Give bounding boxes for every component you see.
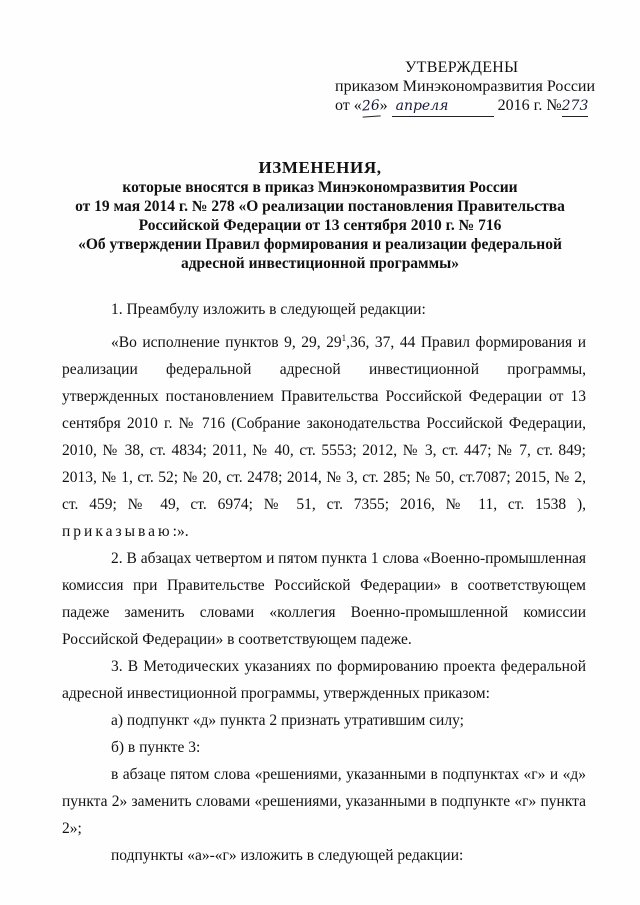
approval-stamp <box>335 58 595 117</box>
approval-title: УТВЕРЖДЕНЫ <box>405 59 519 76</box>
preamble-text-end: :». <box>172 523 189 540</box>
handwritten-day: 26 <box>361 96 380 117</box>
paragraph-preamble-text <box>62 329 586 545</box>
approval-date-line <box>335 96 595 117</box>
heading-title: ИЗМЕНЕНИЯ, <box>258 158 382 177</box>
handwritten-month: апреля <box>392 97 494 117</box>
preamble-text-main: ,36, 37, 44 Правил формирования и реализации федеральной адресной инвестиционной программы, утвержденных постановлением Правительства Российской Федерации от 13 сентября 2010 г. № 716 (Собрание законодательства Российской Федерации, 2010, № 38, ст. 4834; 2011, № 40, ст. 5553; 2012, № 3, ст. 447; № 7, ст. 849; 2013, № 1, ст. 52; № 20, ст. 2478; 2014, № 3, ст. 285; № 50, ст.7087; 2015, № 2, ст. 459; № 49, ст. 6974; № 51, ст. 7355; 2016, № 11, ст. 1538 ), <box>62 334 586 513</box>
preamble-order-word: приказываю <box>62 523 173 540</box>
superscript-1: 1 <box>341 332 347 343</box>
preamble-text-start: «Во исполнение пунктов 9, 29, 29 <box>111 334 342 351</box>
approval-from-prefix: от « <box>335 97 362 114</box>
paragraph-subitem-b: б) в пункте 3: <box>111 739 201 756</box>
approval-year: 2016 г. № <box>497 97 562 114</box>
paragraph-item-2: 2. В абзацах четвертом и пятом пункта 1 слова «Военно-промышленная комиссия при Правительстве Российской Федерации» в соответствующем падеже заменить словами «коллегия Военно-промышленной комиссии Российской Федерации» в соответствующем падеже. <box>62 550 586 648</box>
paragraph-preamble-intro: 1. Преамбулу изложить в следующей редакции: <box>111 301 426 318</box>
heading-line: Российской Федерации от 13 сентября 2010 г. № 716 <box>138 217 502 234</box>
paragraph-subitems-a-g: подпункты «а»-«г» изложить в следующей редакции: <box>111 847 464 864</box>
heading-line: которые вносятся в приказ Минэкономразвития России <box>122 179 518 196</box>
paragraph-abzac-5: в абзаце пятом слова «решениями, указанными в подпунктах «г» и «д» пункта 2» заменить словами «решениями, указанными в подпункте «г» пункта 2»; <box>62 766 586 837</box>
approval-order-line: приказом Минэкономразвития России <box>335 78 596 95</box>
document-heading <box>60 158 580 273</box>
document-body <box>62 296 586 869</box>
handwritten-order-number: 273 <box>562 97 589 117</box>
paragraph-subitem-a: а) подпункт «д» пункта 2 признать утратившим силу; <box>111 712 464 729</box>
paragraph-item-3: 3. В Методических указаниях по формированию проекта федеральной адресной инвестиционной программы, утвержденных приказом: <box>62 658 586 702</box>
heading-line: «Об утверждении Правил формирования и реализации федеральной <box>78 236 562 253</box>
approval-quote-close: » <box>379 97 388 114</box>
heading-line: от 19 мая 2014 г. № 278 «О реализации постановления Правительства <box>75 198 565 215</box>
heading-line: адресной инвестиционной программы» <box>180 255 460 272</box>
